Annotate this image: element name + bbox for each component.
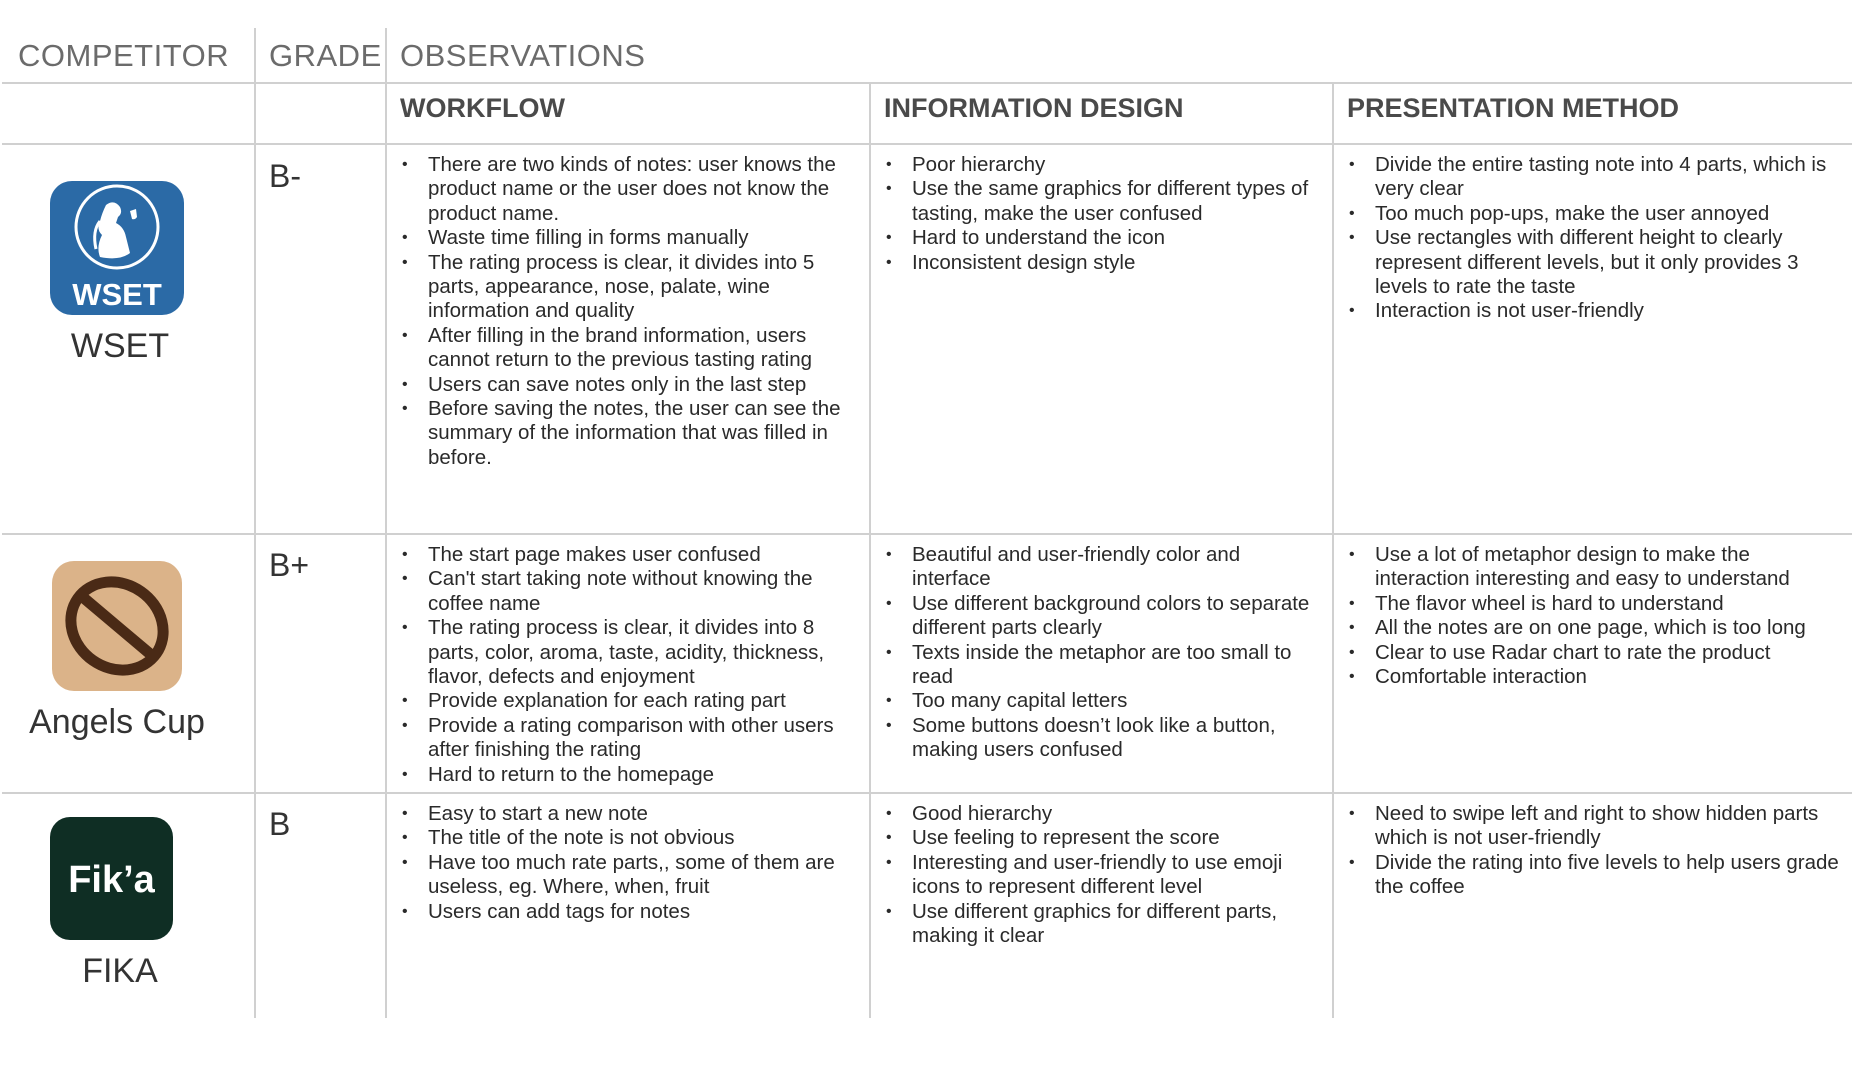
list-item: • There are two kinds of notes: user knows the product name or the user does not know the product name. [400,153,850,226]
angels-cup-workflow-list [400,543,850,787]
list-item: • Use a lot of metaphor design to make the interaction interesting and easy to understand [1347,543,1842,592]
list-item: • The title of the note is not obvious [400,826,850,850]
coffee-bean-icon [52,561,182,691]
fika-information-design-list [884,802,1324,948]
list-item: • All the notes are on one page, which is too long [1347,616,1842,640]
list-item: • Easy to start a new note [400,802,850,826]
list-item: • Comfortable interaction [1347,665,1842,689]
wset-presentation-method-list [1347,153,1842,324]
fika-logo-icon [50,817,173,940]
subheader-presentation-method: PRESENTATION METHOD [1347,93,1680,123]
angels-cup-information-design-list [884,543,1324,763]
row-divider-1 [2,533,1852,535]
grade-wset: B- [269,158,301,194]
list-item: • Use feeling to represent the score [884,826,1324,850]
fika-logo-text: Fik’a [68,859,155,901]
col-divider-observations [385,28,387,1018]
row-divider-2 [2,792,1852,794]
grade-angels-cup: B+ [269,547,310,583]
header-bottom-rule [2,82,1852,84]
wset-information-design-list [884,153,1324,275]
col-divider-presentation [1332,83,1334,1018]
list-item: • Use different graphics for different parts, making it clear [884,900,1324,949]
list-item: • Have too much rate parts,, some of them are useless, eg. Where, when, fruit [400,851,850,900]
list-item: • Provide explanation for each rating part [400,689,850,713]
header-grade: GRADE [269,38,382,73]
col-divider-grade [254,28,256,1018]
list-item: • After filling in the brand information, users cannot return to the previous tasting rating [400,324,850,373]
list-item: • Hard to understand the icon [884,226,1324,250]
fika-workflow-list [400,802,850,924]
list-item: • Good hierarchy [884,802,1324,826]
fika-presentation-method-list [1347,802,1842,900]
list-item: • Use rectangles with different height to clearly represent different levels, but it only provides 3 levels to rate the taste [1347,226,1842,299]
subheader-workflow: WORKFLOW [400,93,565,123]
angels-cup-presentation-method-list [1347,543,1842,689]
list-item: • Interesting and user-friendly to use emoji icons to represent different level [884,851,1324,900]
wset-logo-icon [50,181,184,315]
wset-logo-text: WSET [72,277,162,312]
list-item: • Interaction is not user-friendly [1347,299,1842,323]
list-item: • Users can add tags for notes [400,900,850,924]
grade-fika: B [269,806,291,842]
competitor-name-fika: FIKA [82,952,158,990]
list-item: • Inconsistent design style [884,251,1324,275]
list-item: • Some buttons doesn’t look like a button, making users confused [884,714,1324,763]
list-item: • Beautiful and user-friendly color and interface [884,543,1324,592]
list-item: • The rating process is clear, it divides into 5 parts, appearance, nose, palate, wine information and quality [400,251,850,324]
list-item: • Hard to return to the homepage [400,763,850,787]
list-item: • Need to swipe left and right to show hidden parts which is not user-friendly [1347,802,1842,851]
list-item: • Before saving the notes, the user can see the summary of the information that was filled in before. [400,397,850,470]
list-item: • Texts inside the metaphor are too small to read [884,641,1324,690]
list-item: • Divide the rating into five levels to help users grade the coffee [1347,851,1842,900]
list-item: • The flavor wheel is hard to understand [1347,592,1842,616]
competitor-name-angels-cup: Angels Cup [29,703,205,741]
list-item: • Use different background colors to separate different parts clearly [884,592,1324,641]
subheader-information-design: INFORMATION DESIGN [884,93,1184,123]
wset-workflow-list [400,153,850,470]
list-item: • Too much pop-ups, make the user annoyed [1347,202,1842,226]
col-divider-info [869,83,871,1018]
list-item: • Too many capital letters [884,689,1324,713]
list-item: • Poor hierarchy [884,153,1324,177]
list-item: • Can't start taking note without knowing the coffee name [400,567,850,616]
list-item: • Waste time filling in forms manually [400,226,850,250]
header-competitor: COMPETITOR [18,38,230,73]
header-observations: OBSERVATIONS [400,38,646,73]
list-item: • The start page makes user confused [400,543,850,567]
subheader-bottom-rule [2,143,1852,145]
list-item: • Clear to use Radar chart to rate the product [1347,641,1842,665]
list-item: • Use the same graphics for different types of tasting, make the user confused [884,177,1324,226]
list-item: • Provide a rating comparison with other users after finishing the rating [400,714,850,763]
list-item: • Users can save notes only in the last step [400,373,850,397]
list-item: • Divide the entire tasting note into 4 parts, which is very clear [1347,153,1842,202]
list-item: • The rating process is clear, it divides into 8 parts, color, aroma, taste, acidity, thickness, flavor, defects and enjoyment [400,616,850,689]
competitor-name-wset: WSET [70,327,170,365]
